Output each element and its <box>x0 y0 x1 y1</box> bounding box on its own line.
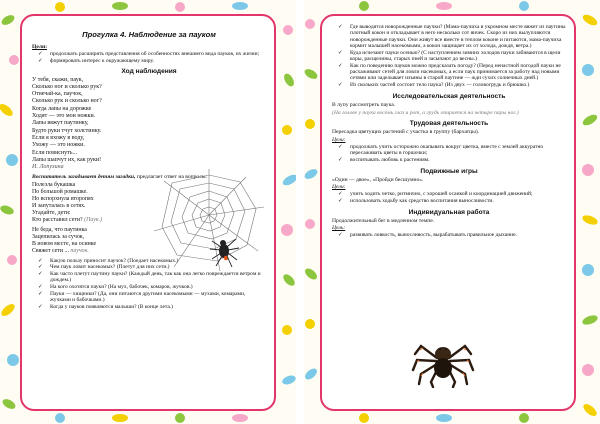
poem-line: Лапы вяжут паутинку, <box>32 120 89 127</box>
riddle-line: Не беда, что паутинка <box>32 226 87 233</box>
poem-line: Ухожу — это ножки. <box>32 142 85 149</box>
list-item: ✓ Из скольких частей состоит тело паука? (Из двух — головогрудь и брюшко.) <box>332 82 566 88</box>
individual-heading: Индивидуальная работа <box>408 208 490 216</box>
poem-line: Отвечай-ка, паучок, <box>32 91 83 98</box>
poem-line: Будто руки тчут холстинку. <box>32 127 102 134</box>
research-text: В лупу рассмотреть паука. <box>332 102 396 109</box>
riddle-question: Свяжет сети ... <box>32 247 69 254</box>
riddle-intro-bold: Воспитатель загадывает детям загадки, <box>32 174 136 181</box>
page-title: Прогулка 4. Наблюдение за пауком <box>82 30 216 39</box>
poem <box>32 77 266 165</box>
poem-author: И. Лопухина <box>32 164 64 171</box>
riddle-line: Зацепилась за сучок, <box>32 233 85 240</box>
list-item: ✓ На кого охотятся пауки? (На мух, бабочек, комаров, жучков.) <box>32 284 266 290</box>
labor-goals-list <box>332 144 566 164</box>
riddle-line: По большой ромашке. <box>32 188 88 195</box>
list-item: ✓ продолжать расширять представления об особенностях внешнего вида пауков, их жизни; <box>32 51 266 57</box>
list-item: ✓ развивать ловкость, выносливость, вырабатывать правильное дыхание. <box>332 232 566 238</box>
list-item: ✓ продолжать учить осторожно окапывать вокруг цветка, вместе с землей аккуратно пересаживать цветы в горшочки; <box>332 144 566 157</box>
individual-goal-label: Цель: <box>332 224 346 231</box>
labor-heading: Трудовая деятельность <box>409 120 489 128</box>
observation-heading: Ход наблюдения <box>121 67 177 75</box>
games-goals-label: Цели: <box>332 183 346 190</box>
riddle-line: И запуталась в сетях. <box>32 202 86 209</box>
poem-line: У тебя, скажи, паук, <box>32 76 84 83</box>
list-item: ✓ Куда исчезают пауки осенью? (С наступлением зимних холодов пауки забиваются в щели коры, расщелины, старых пней и засыпают до весны.) <box>332 50 566 63</box>
poem-line: Лапы шапчут их, как руки! <box>32 156 102 163</box>
labor-goals-label: Цели: <box>332 136 346 143</box>
poem-line: Когда лапы на дорожке <box>32 105 92 112</box>
list-item: ✓ Чем паук ловит насекомых? (Плетут для них сети.) <box>32 264 266 270</box>
poem-block <box>32 77 266 171</box>
questions-list <box>332 24 566 88</box>
left-content-card <box>20 14 276 411</box>
list-item: ✓ Где выводятся новорожденные паучки? (Мама-паучиха в укромном месте вяжет из паутины плотный кокон и откладывает в него несколько сот яичек. Скоро из них вылупляются новорожденные паучки. Они живут все вместе в теплом коконе и питаются, мама-паучиха кормит малышей насекомыми, а кокон защищает их от холода, дождя, ветра.) <box>332 24 566 49</box>
poem-line: Если повиснуть... <box>32 149 78 156</box>
questions-list <box>32 258 266 311</box>
riddle-answer: паучок. <box>70 247 89 254</box>
poem-line: Ходят — это мои ножки. <box>32 113 96 120</box>
individual-text: Продолжительный бег в медленном темпе. <box>332 217 435 224</box>
poem-line: Сколько рук и сколько ног? <box>32 98 102 105</box>
poem-line: Сколько ног и сколько рук? <box>32 83 102 90</box>
games-text: «Один — двое», «Пройди бесшумно». <box>332 176 424 183</box>
research-note: (На голове у паука восемь глаз и рот, а грудь опирается на четыре пары ног.) <box>332 109 519 116</box>
left-page <box>0 0 296 424</box>
list-item: ✓ учить ходить четко, ритмично, с хорошей осанкой и координацией движений; <box>332 191 566 197</box>
labor-text: Пересадка цветущих растений с участка в группу (бархатцы). <box>332 129 480 136</box>
riddle-line: Полезла букашка <box>32 181 76 188</box>
list-item: ✓ Как часто плетут паутину пауки? (Каждый день, так как она легко повреждается ветром и дождем.) <box>32 271 266 284</box>
games-goals-list <box>332 191 566 205</box>
list-item: ✓ Как по поведению пауков можно предсказать погоду? (Перед ненастной погодой пауки не расхаживают сетей для ловли насекомых, а если паук принимается за работу над новыми сетями или заделывает изъяны в старой паутине — жди сухих солнечных дней.) <box>332 63 566 82</box>
poem-line: Если я вхожу в воду, <box>32 134 85 141</box>
tarantula-photo <box>411 332 475 388</box>
list-item: ✓ формировать интерес к окружающему миру. <box>32 58 266 64</box>
list-item: ✓ использовать ходьбу как средство воспитания выносливости. <box>332 198 566 204</box>
list-item: ✓ Какую пользу приносит паучок? (Поедает насекомых.) <box>32 258 266 264</box>
list-item: ✓ Когда у пауков появляются малыши? (В конце лета.) <box>32 304 266 310</box>
list-item: ✓ Пауки — хищники? (Да, они питаются другими насекомыми — мухами, комарами, жучками и бабочками.) <box>32 291 266 304</box>
riddle-line: Угадайте, дети: <box>32 209 71 216</box>
riddle-line: В новом месте, на осинке <box>32 240 97 247</box>
goals-label: Цели: <box>32 44 48 50</box>
games-heading: Подвижные игры <box>420 167 478 175</box>
goals-list <box>32 51 266 65</box>
riddle-answer: (Паук.) <box>84 216 103 223</box>
riddle-intro-rest: предлагает ответ на вопросы. <box>135 174 207 181</box>
riddle-line: Но вспорхнула второпях <box>32 195 94 202</box>
individual-goals-list <box>332 232 566 238</box>
right-page <box>304 0 600 424</box>
research-heading: Исследовательская деятельность <box>392 93 506 101</box>
riddle-question: Кто расставил сети? <box>32 216 83 223</box>
list-item: ✓ воспитывать любовь к растениям. <box>332 157 566 163</box>
